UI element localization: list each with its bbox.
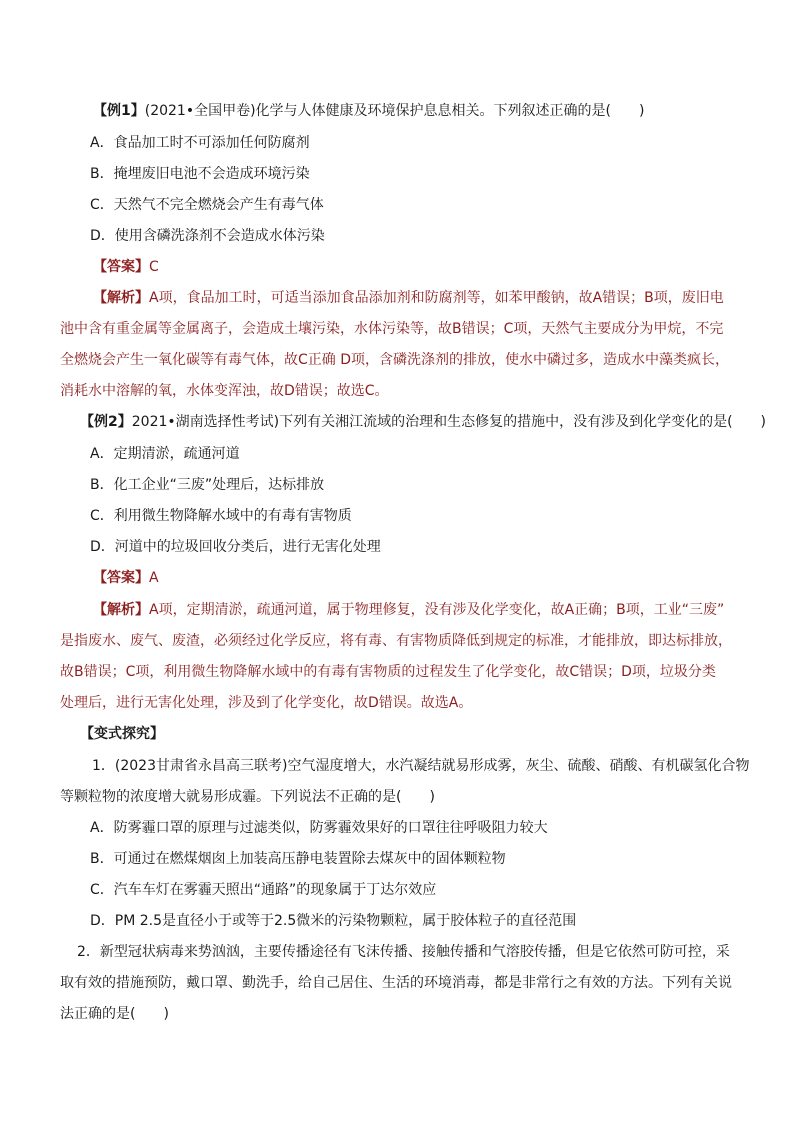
example1-stem-line <box>93 101 644 121</box>
example1-option-c: C．天然气不完全燃烧会产生有毒气体 <box>90 197 324 213</box>
example2-option-c: C．利用微生物降解水域中的有毒有害物质 <box>90 508 352 524</box>
example2-analysis-text-1: A项，定期清淤，疏通河道，属于物理修复，没有涉及化学变化，故A正确；B项，工业“三废” <box>149 602 725 618</box>
example1-analysis-line-4: 消耗水中溶解的氧，水体变浑浊，故D错误；故选C。 <box>60 383 389 399</box>
example1-option-a: A．食品加工时不可添加任何防腐剂 <box>90 135 310 151</box>
example1-analysis-text-1: A项，食品加工时，可适当添加食品添加剂和防腐剂等，如苯甲酸钠，故A错误；B项，废旧电 <box>149 290 724 306</box>
variant-q1-line-1: 1．(2023甘肃省永昌高三联考)空气湿度增大，水汽凝结就易形成雾，灰尘、硫酸、硝酸、有机碳氢化合物 <box>92 758 750 774</box>
example1-analysis-line-1 <box>93 288 724 308</box>
variant-q2-line-1: 2．新型冠状病毒来势汹汹，主要传播途径有飞沫传播、接触传播和气溶胶传播，但是它依然可防可控，采 <box>77 944 730 960</box>
example2-analysis-tag: 【解析】 <box>93 602 149 618</box>
example1-tag: 【例1】 <box>93 103 145 119</box>
example2-analysis-line-4: 处理后，进行无害化处理，涉及到了化学变化，故D错误。故选A。 <box>60 695 473 711</box>
example2-option-b: B．化工企业“三废”处理后，达标排放 <box>90 477 325 493</box>
example2-answer-tag: 【答案】 <box>93 570 149 586</box>
variant-q2-line-3: 法正确的是( ) <box>60 1006 169 1022</box>
example2-stem-line <box>80 412 766 432</box>
example2-analysis-line-2: 是指废水、废气、废渣，必须经过化学反应，将有毒、有害物质降低到规定的标准，才能排放，即达标排放， <box>60 633 732 649</box>
variant-q1-option-d: D．PM 2.5是直径小于或等于2.5微米的污染物颗粒，属于胶体粒子的直径范围 <box>90 913 577 929</box>
example1-option-b: B．掩埋废旧电池不会造成环境污染 <box>90 166 310 182</box>
example1-answer <box>93 257 159 277</box>
example1-stem: (2021•全国甲卷)化学与人体健康及环境保护息息相关。下列叙述正确的是( ) <box>144 103 645 119</box>
example1-analysis-tag: 【解析】 <box>93 290 149 306</box>
example2-analysis-line-1 <box>93 600 724 620</box>
example2-answer-value: A <box>149 570 159 586</box>
example1-analysis-line-3: 全燃烧会产生一氧化碳等有毒气体，故C正确 D项，含磷洗涤剂的排放，使水中磷过多，造成水中藻类疯长， <box>60 352 730 368</box>
example2-analysis-line-3: 故B错误；C项，利用微生物降解水域中的有毒有害物质的过程发生了化学变化，故C错误；D项，垃圾分类 <box>60 664 716 680</box>
example1-answer-tag: 【答案】 <box>93 259 149 275</box>
variant-q1-option-b: B．可通过在燃煤烟囱上加装高压静电装置除去煤灰中的固体颗粒物 <box>90 851 506 867</box>
variant-q2-line-2: 取有效的措施预防，戴口罩、勤洗手，给自己居住、生活的环境消毒，都是非常行之有效的方法。下列有关说 <box>60 975 732 991</box>
variant-q1-line-2: 等颗粒物的浓度增大就易形成霾。下列说法不正确的是( ) <box>60 789 435 805</box>
example2-option-d: D．河道中的垃圾回收分类后，进行无害化处理 <box>90 539 381 555</box>
variant-q1-option-a: A．防雾霾口罩的原理与过滤类似，防雾霾效果好的口罩往往呼吸阻力较大 <box>90 820 548 836</box>
example1-analysis-line-2: 池中含有重金属等金属离子，会造成土壤污染，水体污染等，故B错误；C项，天然气主要成分为甲烷，不完 <box>60 321 724 337</box>
example1-option-d: D．使用含磷洗涤剂不会造成水体污染 <box>90 228 325 244</box>
example1-answer-value: C <box>149 259 159 275</box>
example2-answer <box>93 568 159 588</box>
example2-option-a: A．定期清淤，疏通河道 <box>90 446 240 462</box>
variant-heading: 【变式探究】 <box>80 726 164 742</box>
example2-stem: 2021•湖南选择性考试)下列有关湘江流域的治理和生态修复的措施中，没有涉及到化学变化的是( ) <box>131 414 767 430</box>
variant-q1-option-c: C．汽车车灯在雾霾天照出“通路”的现象属于丁达尔效应 <box>90 882 437 898</box>
example2-tag: 【例2】 <box>80 414 132 430</box>
